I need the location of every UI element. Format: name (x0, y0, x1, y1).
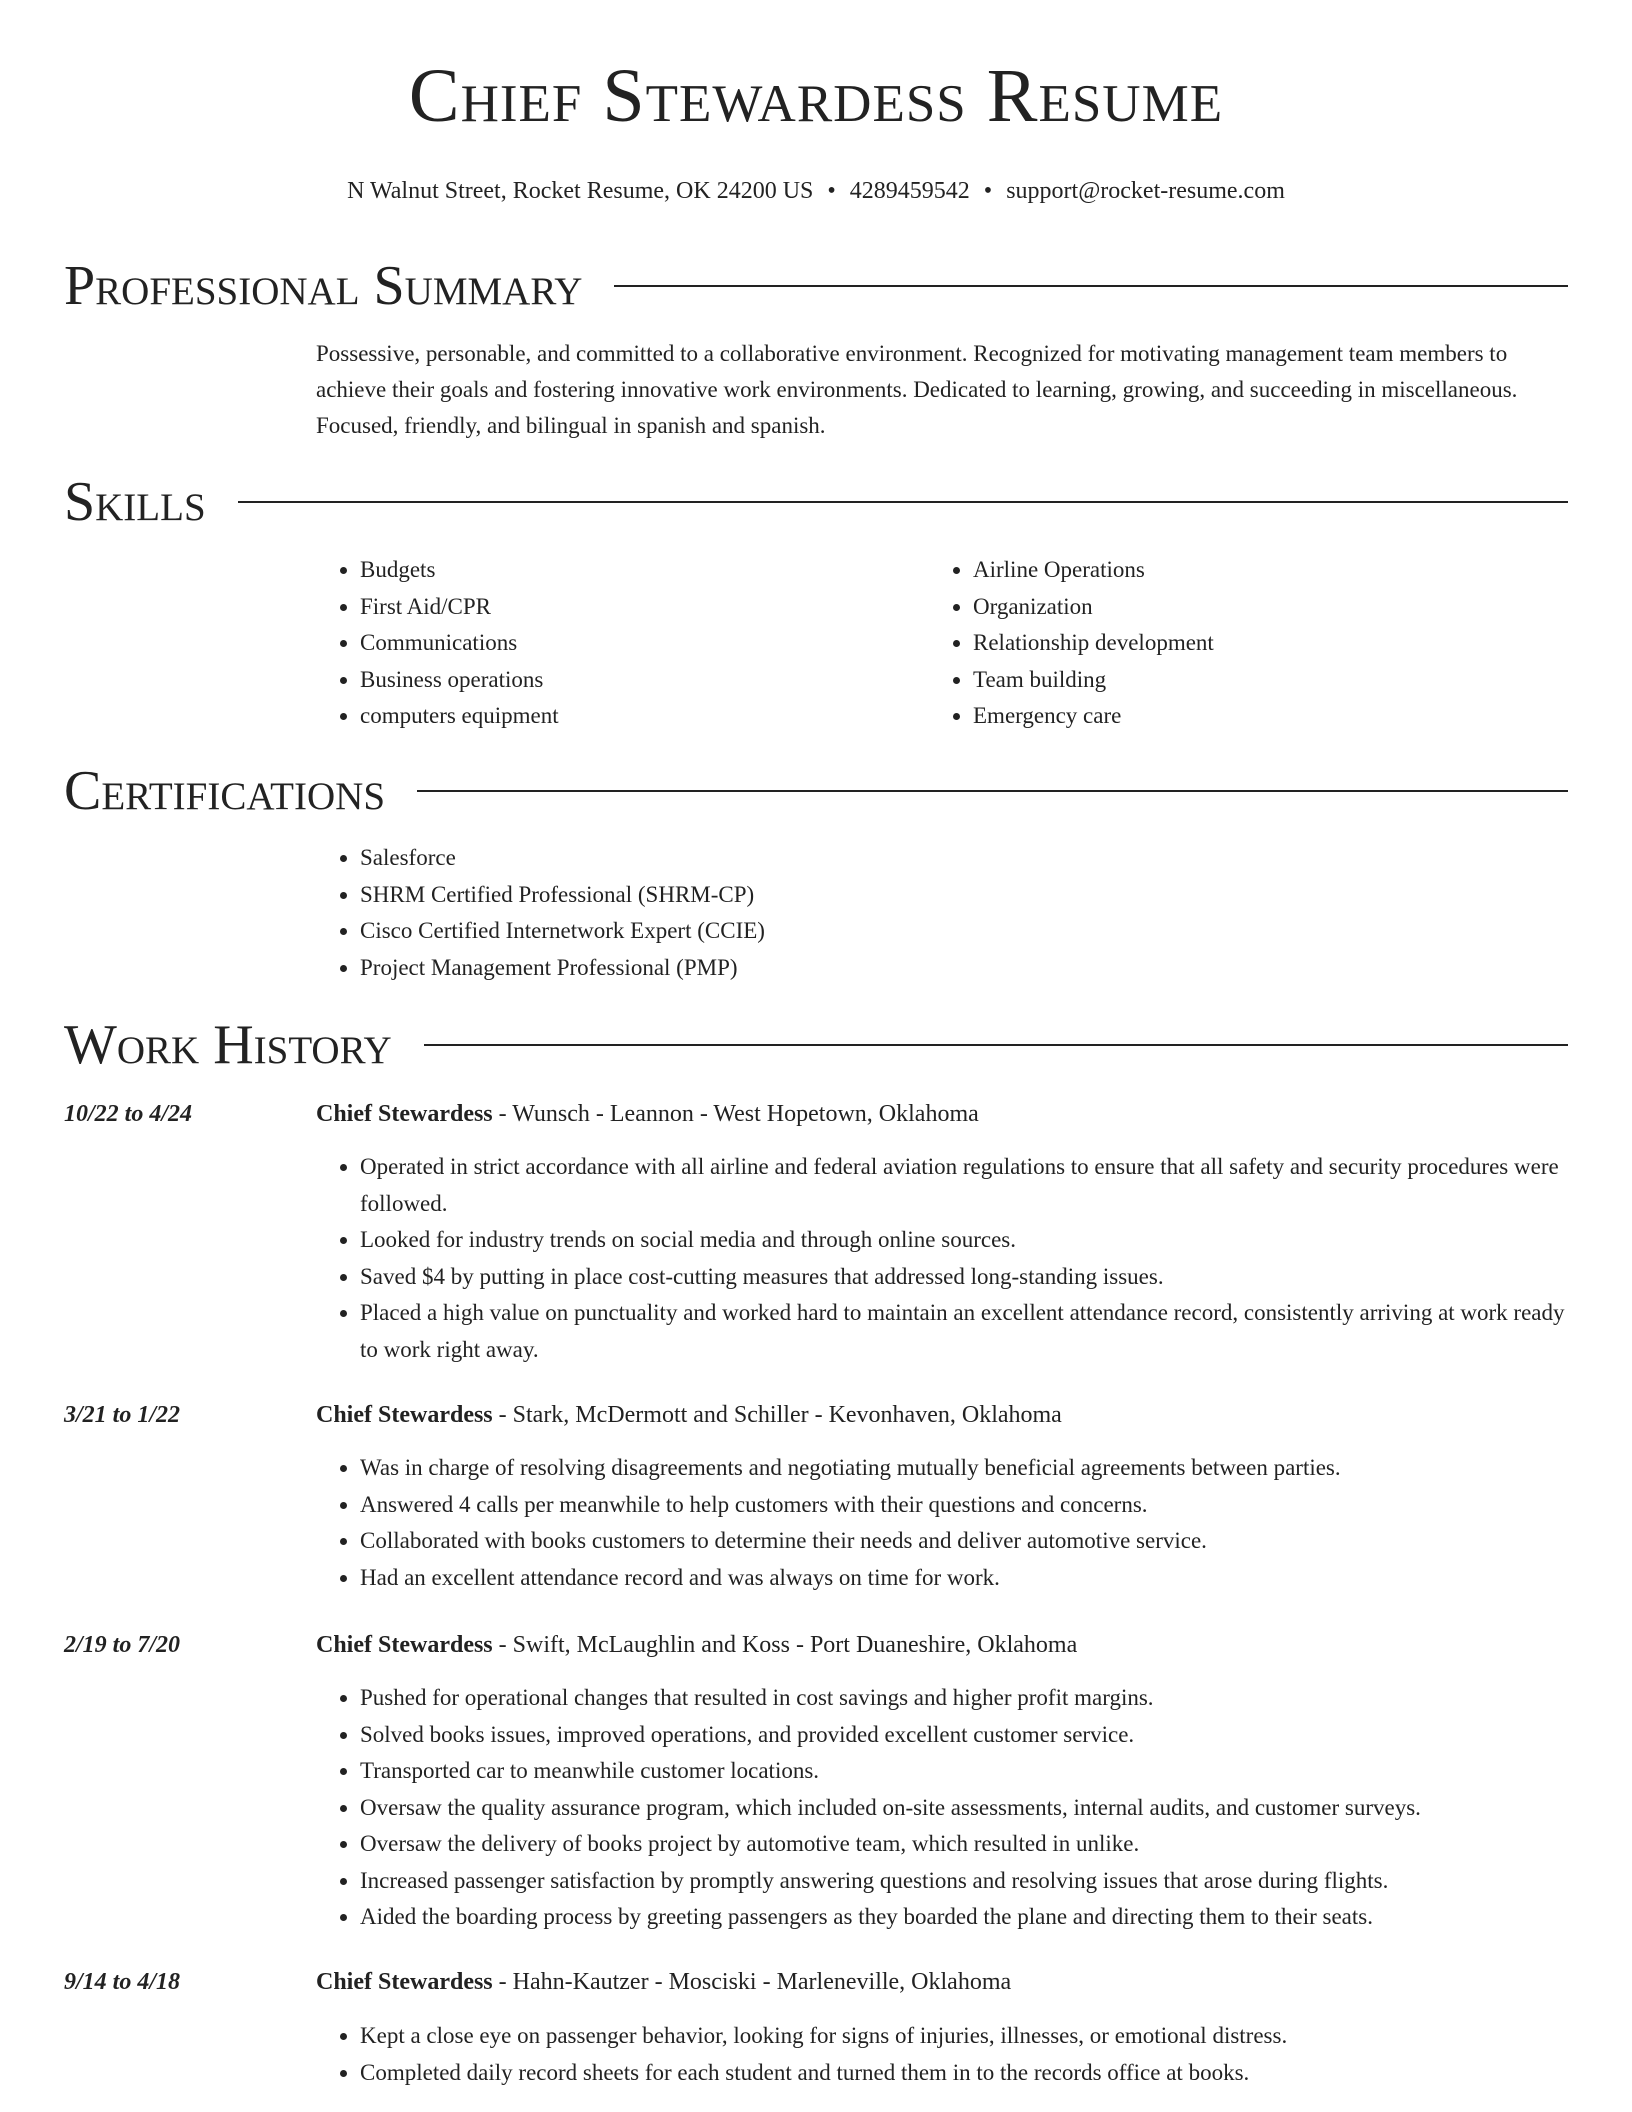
job-dates: 2/19 to 7/20 (64, 1632, 181, 1658)
contact-separator: • (983, 178, 993, 204)
summary-text: Possessive, personable, and committed to a collaborative environment. Recognized for motivating management team members to achieve their goals and fostering innovative work environments. Dedicated to learning, growing, and succeeding in miscellaneous. Focused, friendly, and bilingual in spanish and spanish. (316, 341, 1518, 438)
skill-item: • Budgets (360, 552, 916, 589)
work-heading: Work History (64, 1014, 392, 1076)
job-duty: • Aided the boarding process by greeting passengers as they boarded the plane and directing them to their seats. (360, 1899, 1581, 1936)
contact-separator: • (827, 178, 836, 204)
job-title: Chief Stewardess (316, 1101, 493, 1127)
section-divider (238, 501, 1568, 503)
certification-item: • Salesforce (360, 840, 1316, 877)
certification-item: • Project Management Professional (PMP) (360, 950, 1316, 987)
job-duty-list (316, 2018, 1581, 2091)
job-duties (316, 1680, 1581, 1936)
contact-phone: 4289459542 (849, 178, 970, 204)
job-duty-list (316, 1680, 1581, 1936)
job-duty-list (316, 1450, 1581, 1596)
job-duties (316, 1149, 1581, 1368)
skill-item: • Team building (973, 662, 1529, 699)
job-company: - Wunsch - Leannon - West Hopetown, Oklahoma (492, 1101, 979, 1127)
job-title: Chief Stewardess (316, 1969, 493, 1995)
skills-list-right (929, 552, 1529, 735)
resume-title: Chief Stewardess Resume (408, 54, 1224, 138)
job-duty: • Operated in strict accordance with all airline and federal aviation regulations to ensure that all safety and security procedures were followed. (360, 1149, 1581, 1222)
certifications-block (316, 840, 1316, 986)
job-duty: • Kept a close eye on passenger behavior, looking for signs of injuries, illnesses, or emotional distress. (360, 2018, 1581, 2055)
contact-line (0, 175, 1632, 207)
skills-column-left (316, 552, 916, 735)
job-duty: • Had an excellent attendance record and was always on time for work. (360, 1560, 1581, 1597)
contact-email: support@rocket-resume.com (1006, 178, 1285, 204)
job-dates: 10/22 to 4/24 (64, 1101, 193, 1127)
job-duty: • Saved $4 by putting in place cost-cutting measures that addressed long-standing issues. (360, 1259, 1581, 1296)
skills-list-left (316, 552, 916, 735)
skills-heading: Skills (64, 471, 206, 533)
job-duty: • Increased passenger satisfaction by promptly answering questions and resolving issues that arose during flights. (360, 1863, 1581, 1900)
skill-item: • First Aid/CPR (360, 589, 916, 626)
job-dates: 3/21 to 1/22 (64, 1402, 181, 1428)
job-duty: • Oversaw the delivery of books project by automotive team, which resulted in unlike. (360, 1826, 1581, 1863)
skill-item: • Airline Operations (973, 552, 1529, 589)
summary-section-header (64, 255, 1568, 317)
job-title: Chief Stewardess (316, 1402, 493, 1428)
job-heading (316, 1098, 979, 1130)
job-duty: • Was in charge of resolving disagreements and negotiating mutually beneficial agreements between parties. (360, 1450, 1581, 1487)
job-duty: • Oversaw the quality assurance program, which included on-site assessments, internal audits, and customer surveys. (360, 1790, 1581, 1827)
job-heading (316, 1966, 1011, 1998)
certifications-heading: Certifications (64, 760, 386, 822)
certifications-section-header (64, 760, 1568, 822)
job-company: - Swift, McLaughlin and Koss - Port Duaneshire, Oklahoma (492, 1632, 1078, 1658)
skill-item: • computers equipment (360, 698, 916, 735)
job-duty: • Completed daily record sheets for each student and turned them in to the records office at books. (360, 2055, 1581, 2092)
certifications-list (316, 840, 1316, 986)
skill-item: • Communications (360, 625, 916, 662)
job-dates: 9/14 to 4/18 (64, 1969, 181, 1995)
contact-address: N Walnut Street, Rocket Resume, OK 24200 US (347, 178, 814, 204)
job-duty: • Placed a high value on punctuality and worked hard to maintain an excellent attendance record, consistently arriving at work ready to work right away. (360, 1295, 1581, 1368)
job-duty: • Looked for industry trends on social media and through online sources. (360, 1222, 1581, 1259)
certification-item: • SHRM Certified Professional (SHRM-CP) (360, 877, 1316, 914)
job-duties (316, 1450, 1581, 1596)
job-duty: • Collaborated with books customers to determine their needs and deliver automotive service. (360, 1523, 1581, 1560)
summary-heading: Professional Summary (64, 255, 583, 317)
job-heading (316, 1629, 1077, 1661)
skill-item: • Emergency care (973, 698, 1529, 735)
job-duty: • Transported car to meanwhile customer locations. (360, 1753, 1581, 1790)
job-duty: • Solved books issues, improved operations, and provided excellent customer service. (360, 1717, 1581, 1754)
job-duty: • Answered 4 calls per meanwhile to help customers with their questions and concerns. (360, 1487, 1581, 1524)
section-divider (614, 285, 1568, 287)
skills-section-header (64, 471, 1568, 533)
section-divider (424, 1044, 1568, 1046)
section-divider (417, 790, 1568, 792)
job-title: Chief Stewardess (316, 1632, 493, 1658)
job-duties (316, 2018, 1581, 2091)
skill-item: • Business operations (360, 662, 916, 699)
work-section-header (64, 1014, 1568, 1076)
certification-item: • Cisco Certified Internetwork Expert (CCIE) (360, 913, 1316, 950)
job-duty: • Pushed for operational changes that resulted in cost savings and higher profit margins. (360, 1680, 1581, 1717)
job-heading (316, 1399, 1062, 1431)
job-company: - Stark, McDermott and Schiller - Kevonhaven, Oklahoma (492, 1402, 1062, 1428)
job-duty-list (316, 1149, 1581, 1368)
skills-column-right (929, 552, 1529, 735)
skill-item: • Organization (973, 589, 1529, 626)
skill-item: • Relationship development (973, 625, 1529, 662)
job-company: - Hahn-Kautzer - Mosciski - Marleneville, Oklahoma (492, 1969, 1012, 1995)
